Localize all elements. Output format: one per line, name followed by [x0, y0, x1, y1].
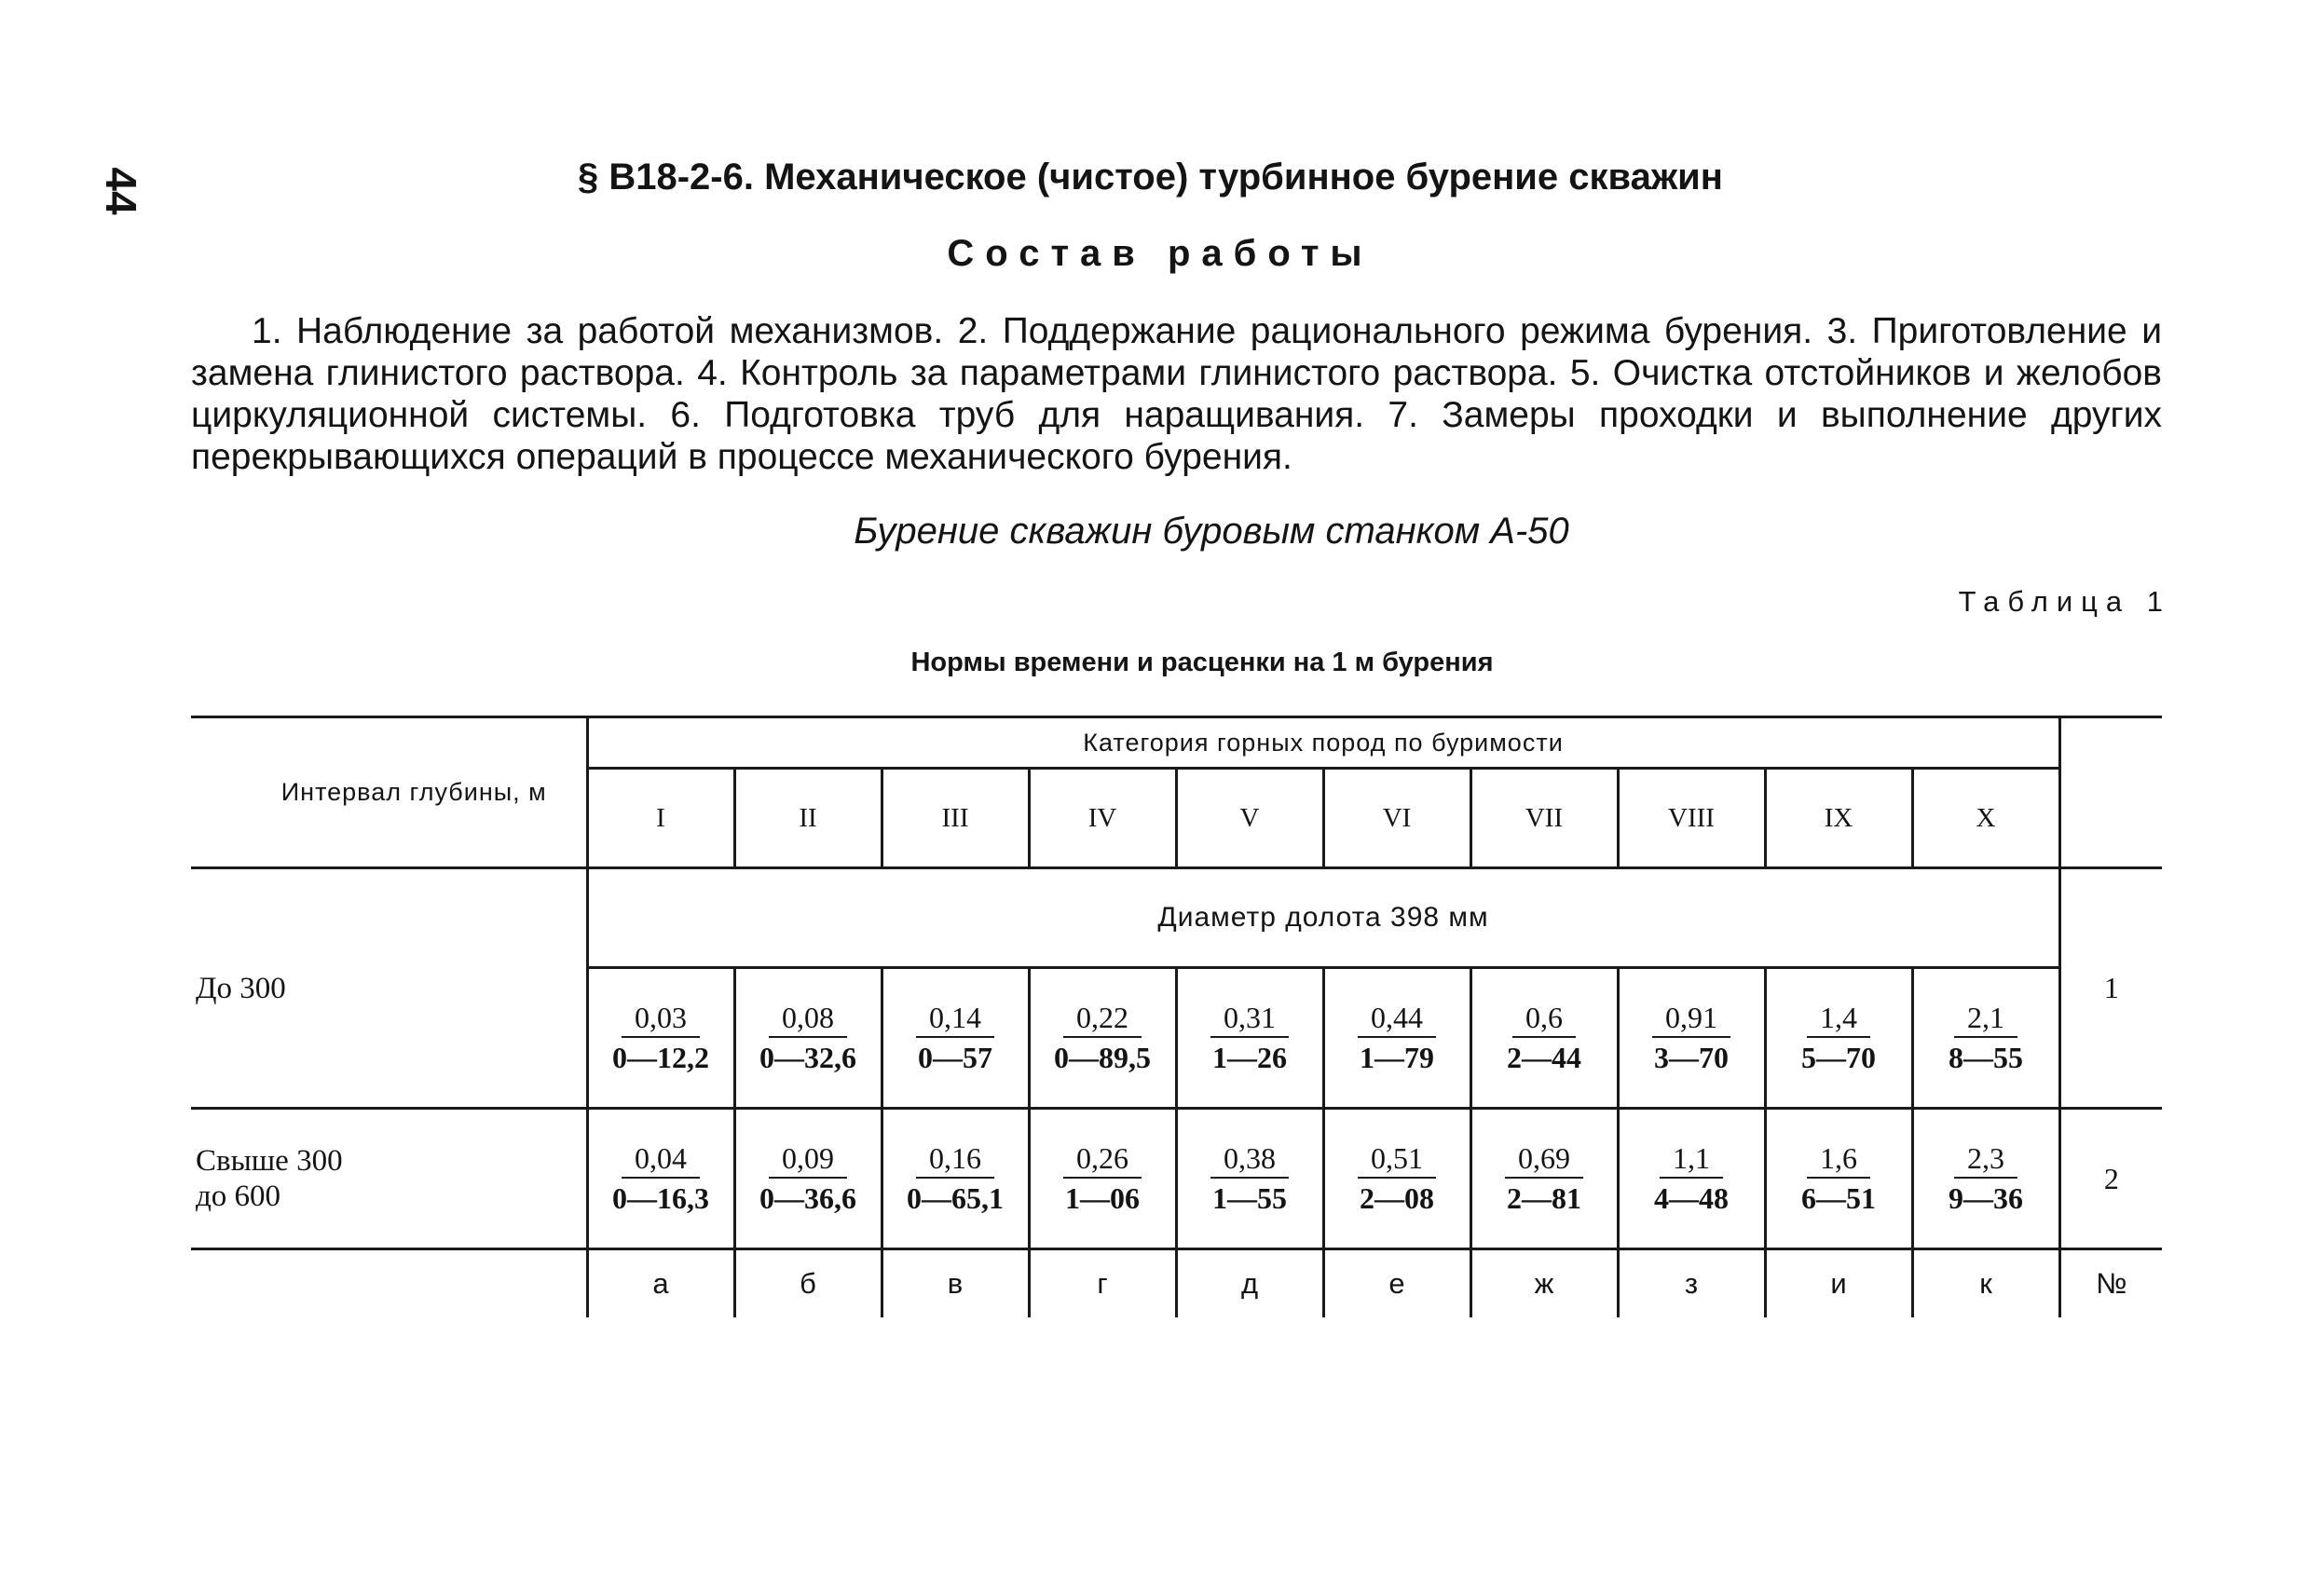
section-heading: § В18-2-6. Механическое (чистое) турбинное бурение скважин	[578, 157, 1723, 198]
row-number-1: 1	[2103, 971, 2119, 1004]
norms-table	[191, 716, 2162, 1317]
time-norm: 0,16	[916, 1139, 994, 1179]
norm-cell	[1912, 968, 2059, 1109]
norm-cell	[1765, 968, 1912, 1109]
time-norm: 0,44	[1358, 999, 1436, 1038]
rock-category-header: Категория горных пород по буримости	[587, 717, 2059, 769]
category-iv: IV	[1029, 769, 1176, 868]
norm-cell	[882, 1109, 1029, 1249]
price-rate: 1—79	[1360, 1041, 1434, 1074]
time-norm: 0,22	[1063, 999, 1142, 1038]
time-norm: 2,3	[1954, 1139, 2017, 1179]
time-norm: 0,51	[1358, 1139, 1436, 1179]
price-rate: 6—51	[1801, 1181, 1876, 1215]
time-norm: 0,38	[1210, 1139, 1289, 1179]
table-caption: Нормы времени и расценки на 1 м бурения	[910, 648, 1494, 677]
time-norm: 0,09	[769, 1139, 847, 1179]
norm-cell	[1323, 968, 1470, 1109]
price-rate: 1—55	[1212, 1181, 1287, 1215]
column-letter: б	[734, 1249, 882, 1318]
time-norm: 0,04	[622, 1139, 700, 1179]
price-rate: 2—08	[1360, 1181, 1434, 1215]
number-symbol: №	[2059, 1249, 2162, 1318]
price-rate: 5—70	[1801, 1041, 1876, 1074]
norm-cell	[734, 968, 882, 1109]
price-rate: 0—89,5	[1054, 1041, 1151, 1074]
column-letter: и	[1765, 1249, 1912, 1318]
time-norm: 0,6	[1512, 999, 1576, 1038]
price-rate: 2—44	[1507, 1041, 1581, 1074]
price-rate: 0—57	[918, 1041, 992, 1074]
category-ii: II	[734, 769, 882, 868]
category-viii: VIII	[1618, 769, 1765, 868]
column-letter: з	[1618, 1249, 1765, 1318]
category-i: I	[587, 769, 734, 868]
column-letter: а	[587, 1249, 734, 1318]
norm-cell	[1765, 1109, 1912, 1249]
price-rate: 0—32,6	[759, 1041, 856, 1074]
table-label: Таблица 1	[1958, 585, 2171, 618]
price-rate: 4—48	[1654, 1181, 1729, 1215]
norm-cell	[1912, 1109, 2059, 1249]
category-iii: III	[882, 769, 1029, 868]
time-norm: 0,03	[622, 999, 700, 1038]
bit-diameter-label: Диаметр долота 398 мм	[587, 868, 2059, 968]
norm-cell	[1470, 968, 1618, 1109]
norm-cell	[587, 1109, 734, 1249]
column-letter: к	[1912, 1249, 2059, 1318]
letters-row-blank	[191, 1249, 587, 1318]
column-letter: в	[882, 1249, 1029, 1318]
norm-cell	[1470, 1109, 1618, 1249]
category-ix: IX	[1765, 769, 1912, 868]
price-rate: 0—36,6	[759, 1181, 856, 1215]
norm-cell	[1029, 1109, 1176, 1249]
column-letter: д	[1176, 1249, 1323, 1318]
composition-title: Состав работы	[947, 233, 1374, 274]
time-norm: 1,1	[1660, 1139, 1723, 1179]
norm-cell	[1176, 968, 1323, 1109]
price-rate: 9—36	[1949, 1181, 2024, 1215]
time-norm: 0,69	[1505, 1139, 1583, 1179]
number-header-cell	[2059, 717, 2162, 868]
price-rate: 8—55	[1949, 1041, 2024, 1074]
norm-cell	[1029, 968, 1176, 1109]
price-rate: 1—26	[1212, 1041, 1287, 1074]
column-letter: ж	[1470, 1249, 1618, 1318]
price-rate: 0—12,2	[612, 1041, 709, 1074]
depth-interval-header: Интервал глубины, м	[191, 717, 587, 868]
row-number-2: 2	[2059, 1109, 2162, 1249]
depth-row-2-label: Свыше 300 до 600	[191, 1109, 587, 1249]
column-letter: г	[1029, 1249, 1176, 1318]
norm-cell	[734, 1109, 882, 1249]
norm-cell	[1176, 1109, 1323, 1249]
price-rate: 0—16,3	[612, 1181, 709, 1215]
page-number: 44	[97, 167, 145, 215]
category-vii: VII	[1470, 769, 1618, 868]
price-rate: 3—70	[1654, 1041, 1729, 1074]
time-norm: 0,14	[916, 999, 994, 1038]
norm-cell	[1323, 1109, 1470, 1249]
time-norm: 1,4	[1807, 999, 1870, 1038]
time-norm: 0,91	[1652, 999, 1730, 1038]
time-norm: 0,08	[769, 999, 847, 1038]
table-subtitle: Бурение скважин буровым станком А-50	[854, 511, 1569, 552]
norm-cell	[587, 968, 734, 1109]
category-vi: VI	[1323, 769, 1470, 868]
time-norm: 2,1	[1954, 999, 2017, 1038]
category-v: V	[1176, 769, 1323, 868]
time-norm: 0,26	[1063, 1139, 1142, 1179]
time-norm: 1,6	[1807, 1139, 1870, 1179]
price-rate: 0—65,1	[907, 1181, 1004, 1215]
column-letter: е	[1323, 1249, 1470, 1318]
work-description: 1. Наблюдение за работой механизмов. 2. Поддержание рационального режима бурения. 3. Приготовление и замена глинистого раствора. 4. Контроль за параметрами глинистого раствора. 5. Очистка отстойников и желобов циркуляционной системы. 6. Подготовка труб для наращивания. 7. Замеры проходки и выполнение других перекрывающихся операций в процессе механического бурения.	[191, 311, 2162, 477]
norm-cell	[1618, 968, 1765, 1109]
price-rate: 1—06	[1065, 1181, 1140, 1215]
norm-cell	[1618, 1109, 1765, 1249]
norm-cell	[882, 968, 1029, 1109]
category-x: X	[1912, 769, 2059, 868]
depth-row-1-label: До 300	[196, 971, 286, 1005]
price-rate: 2—81	[1507, 1181, 1581, 1215]
time-norm: 0,31	[1210, 999, 1289, 1038]
